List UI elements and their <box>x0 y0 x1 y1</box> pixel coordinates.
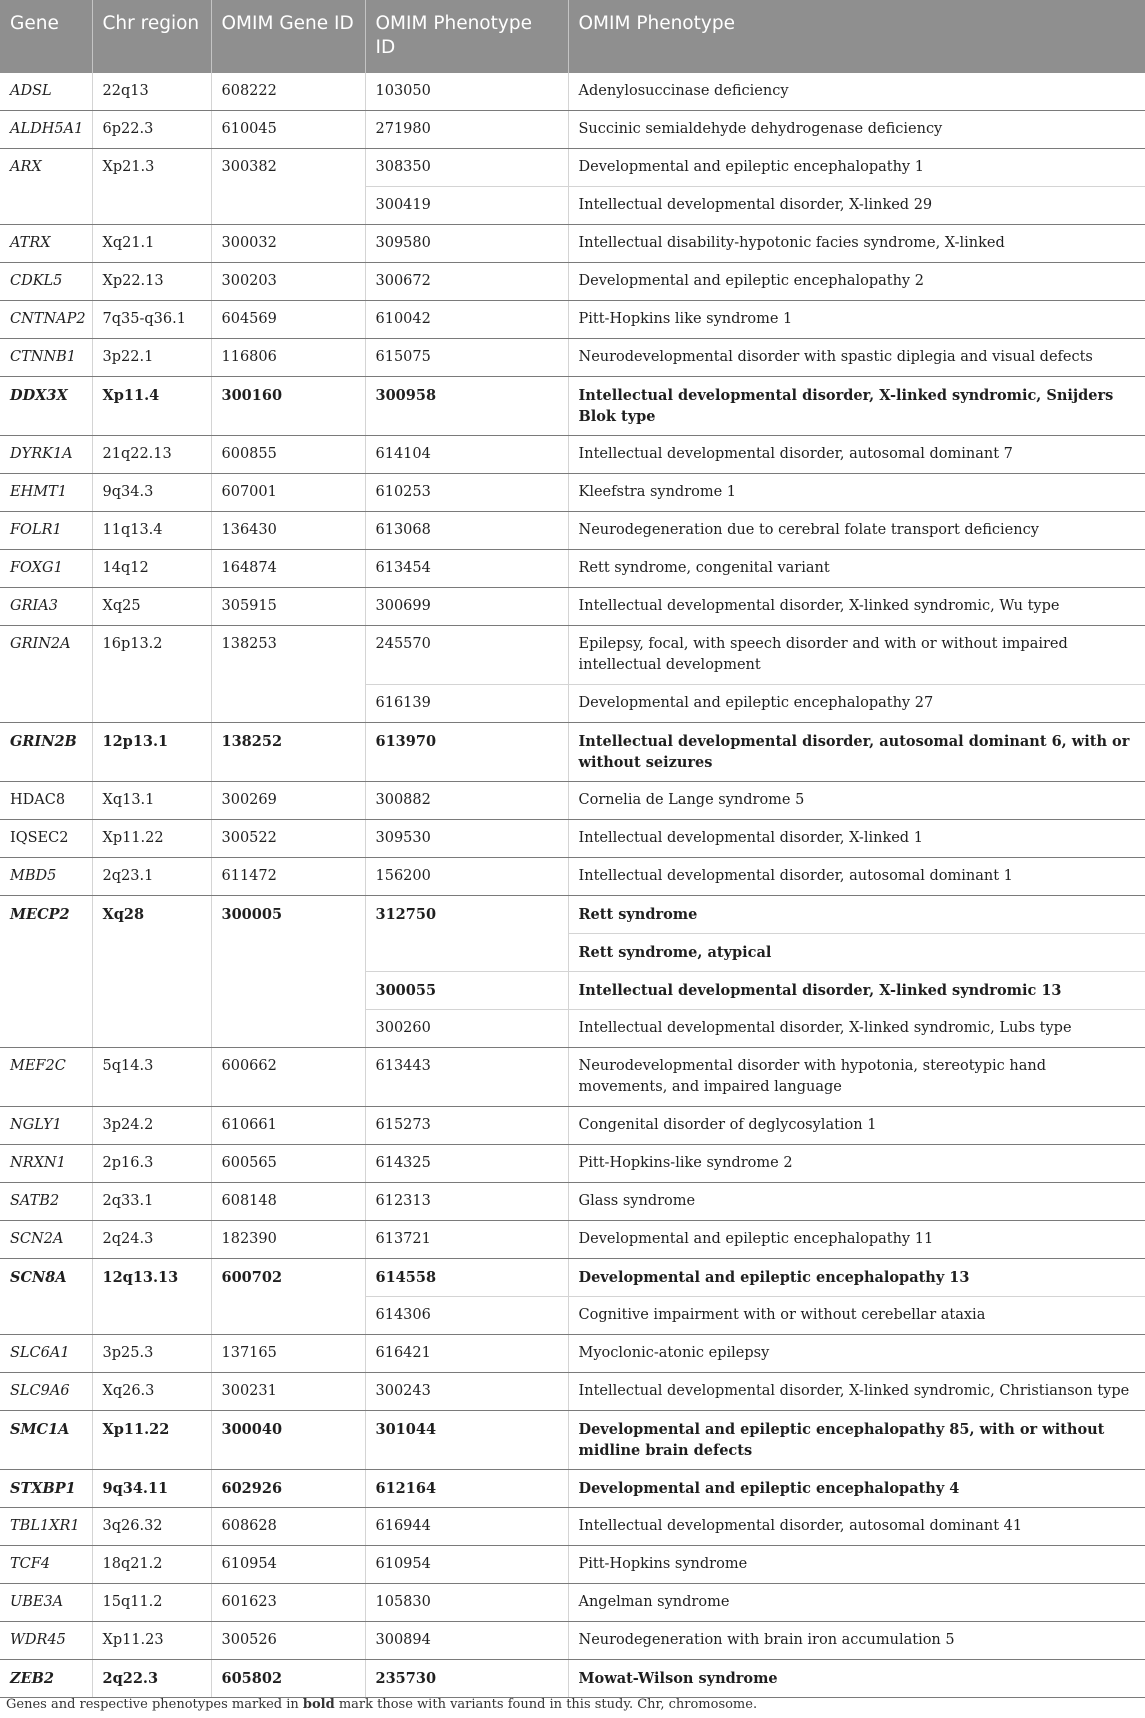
omim-phenotype-id-cell: 300419 <box>365 187 568 225</box>
header-row <box>0 0 1145 73</box>
omim-phenotype-cell: Mowat-Wilson syndrome <box>568 1660 1145 1698</box>
omim-gene-id-cell: 602926 <box>211 1470 365 1508</box>
omim-phenotype-id-cell: 616139 <box>365 685 568 723</box>
gene-cell: CTNNB1 <box>0 339 92 377</box>
table-row <box>0 1145 1145 1183</box>
chr-region-cell: 7q35-q36.1 <box>92 301 211 339</box>
table-header <box>0 0 1145 73</box>
table-row <box>0 436 1145 474</box>
gene-cell: NRXN1 <box>0 1145 92 1183</box>
omim-phenotype-cell: Developmental and epileptic encephalopathy 13 <box>568 1259 1145 1297</box>
table-row <box>0 1373 1145 1411</box>
omim-phenotype-id-cell: 156200 <box>365 858 568 896</box>
table-row <box>0 1107 1145 1145</box>
omim-phenotype-id-cell: 271980 <box>365 111 568 149</box>
omim-phenotype-cell: Neurodegeneration due to cerebral folate transport deficiency <box>568 512 1145 550</box>
table-row <box>0 1546 1145 1584</box>
omim-phenotype-cell: Pitt-Hopkins-like syndrome 2 <box>568 1145 1145 1183</box>
gene-cell: HDAC8 <box>0 782 92 820</box>
omim-gene-id-cell: 300040 <box>211 1411 365 1470</box>
omim-phenotype-id-cell: 614325 <box>365 1145 568 1183</box>
omim-gene-id-cell: 300160 <box>211 377 365 436</box>
omim-phenotype-id-cell: 615273 <box>365 1107 568 1145</box>
omim-phenotype-cell: Pitt-Hopkins syndrome <box>568 1546 1145 1584</box>
omim-phenotype-id-cell: 614306 <box>365 1297 568 1335</box>
gene-cell: ADSL <box>0 73 92 111</box>
chr-region-cell: 16p13.2 <box>92 626 211 723</box>
omim-gene-id-cell: 600702 <box>211 1259 365 1335</box>
table-row <box>0 723 1145 782</box>
chr-region-cell: 2q33.1 <box>92 1183 211 1221</box>
chr-region-cell: 2q24.3 <box>92 1221 211 1259</box>
table-row <box>0 1183 1145 1221</box>
table-row <box>0 1221 1145 1259</box>
table-row <box>0 111 1145 149</box>
omim-gene-id-cell: 136430 <box>211 512 365 550</box>
omim-gene-id-cell: 300203 <box>211 263 365 301</box>
gene-cell: DDX3X <box>0 377 92 436</box>
omim-phenotype-cell: Intellectual developmental disorder, autosomal dominant 7 <box>568 436 1145 474</box>
table-body <box>0 73 1145 1698</box>
gene-cell: CDKL5 <box>0 263 92 301</box>
omim-gene-id-cell: 164874 <box>211 550 365 588</box>
gene-cell: EHMT1 <box>0 474 92 512</box>
table-row <box>0 588 1145 626</box>
table-footnote <box>6 1697 757 1712</box>
header-omim-gene-id: OMIM Gene ID <box>211 0 365 73</box>
omim-phenotype-id-cell: 312750 <box>365 896 568 972</box>
table-row <box>0 1660 1145 1698</box>
footnote-bold: bold <box>302 1697 335 1712</box>
gene-cell: CNTNAP2 <box>0 301 92 339</box>
table-row <box>0 512 1145 550</box>
omim-phenotype-id-cell: 610042 <box>365 301 568 339</box>
omim-gene-id-cell: 305915 <box>211 588 365 626</box>
omim-gene-id-cell: 608148 <box>211 1183 365 1221</box>
omim-phenotype-cell: Intellectual developmental disorder, autosomal dominant 41 <box>568 1508 1145 1546</box>
chr-region-cell: Xp11.22 <box>92 1411 211 1470</box>
omim-phenotype-cell: Intellectual developmental disorder, X-linked syndromic, Christianson type <box>568 1373 1145 1411</box>
footnote-post: mark those with variants found in this study. Chr, chromosome. <box>334 1697 758 1712</box>
omim-gene-id-cell: 610045 <box>211 111 365 149</box>
gene-cell: IQSEC2 <box>0 820 92 858</box>
omim-phenotype-cell: Intellectual developmental disorder, X-linked syndromic 13 <box>568 972 1145 1010</box>
chr-region-cell: 3p22.1 <box>92 339 211 377</box>
chr-region-cell: 2q23.1 <box>92 858 211 896</box>
chr-region-cell: 2q22.3 <box>92 1660 211 1698</box>
omim-gene-id-cell: 138252 <box>211 723 365 782</box>
omim-phenotype-id-cell: 616421 <box>365 1335 568 1373</box>
omim-phenotype-id-cell: 613454 <box>365 550 568 588</box>
table-row <box>0 301 1145 339</box>
gene-cell: GRIN2A <box>0 626 92 723</box>
chr-region-cell: Xq26.3 <box>92 1373 211 1411</box>
omim-phenotype-cell: Intellectual developmental disorder, X-linked 1 <box>568 820 1145 858</box>
omim-phenotype-cell: Angelman syndrome <box>568 1584 1145 1622</box>
omim-phenotype-id-cell: 613721 <box>365 1221 568 1259</box>
omim-phenotype-cell: Intellectual developmental disorder, X-linked syndromic, Lubs type <box>568 1010 1145 1048</box>
chr-region-cell: 18q21.2 <box>92 1546 211 1584</box>
chr-region-cell: 15q11.2 <box>92 1584 211 1622</box>
chr-region-cell: Xp11.23 <box>92 1622 211 1660</box>
gene-cell: FOLR1 <box>0 512 92 550</box>
omim-phenotype-id-cell: 309530 <box>365 820 568 858</box>
omim-phenotype-cell: Adenylosuccinase deficiency <box>568 73 1145 111</box>
omim-phenotype-cell: Rett syndrome, atypical <box>568 934 1145 972</box>
footnote-pre: Genes and respective phenotypes marked in <box>6 1697 303 1712</box>
table-row <box>0 339 1145 377</box>
omim-phenotype-cell: Neurodevelopmental disorder with spastic diplegia and visual defects <box>568 339 1145 377</box>
gene-cell: SLC9A6 <box>0 1373 92 1411</box>
gene-cell: TCF4 <box>0 1546 92 1584</box>
omim-phenotype-id-cell: 300243 <box>365 1373 568 1411</box>
gene-cell: ARX <box>0 149 92 225</box>
table-row <box>0 474 1145 512</box>
omim-gene-id-cell: 604569 <box>211 301 365 339</box>
omim-gene-id-cell: 300382 <box>211 149 365 225</box>
omim-phenotype-id-cell: 614104 <box>365 436 568 474</box>
omim-phenotype-id-cell: 615075 <box>365 339 568 377</box>
gene-cell: MECP2 <box>0 896 92 1048</box>
gene-cell: GRIN2B <box>0 723 92 782</box>
omim-gene-id-cell: 607001 <box>211 474 365 512</box>
omim-gene-id-cell: 300269 <box>211 782 365 820</box>
omim-phenotype-cell: Developmental and epileptic encephalopathy 85, with or without midline brain defects <box>568 1411 1145 1470</box>
chr-region-cell: 6p22.3 <box>92 111 211 149</box>
gene-cell: SCN2A <box>0 1221 92 1259</box>
table-row <box>0 820 1145 858</box>
chr-region-cell: 14q12 <box>92 550 211 588</box>
omim-phenotype-cell: Pitt-Hopkins like syndrome 1 <box>568 301 1145 339</box>
gene-cell: ALDH5A1 <box>0 111 92 149</box>
omim-phenotype-id-cell: 300958 <box>365 377 568 436</box>
header-gene: Gene <box>0 0 92 73</box>
omim-gene-id-cell: 182390 <box>211 1221 365 1259</box>
omim-phenotype-id-cell: 613970 <box>365 723 568 782</box>
omim-gene-id-cell: 300231 <box>211 1373 365 1411</box>
omim-phenotype-cell: Developmental and epileptic encephalopathy 11 <box>568 1221 1145 1259</box>
table-row <box>0 73 1145 111</box>
omim-gene-id-cell: 300005 <box>211 896 365 1048</box>
gene-cell: ZEB2 <box>0 1660 92 1698</box>
omim-gene-id-cell: 138253 <box>211 626 365 723</box>
chr-region-cell: Xq13.1 <box>92 782 211 820</box>
omim-phenotype-cell: Cognitive impairment with or without cerebellar ataxia <box>568 1297 1145 1335</box>
table-row <box>0 225 1145 263</box>
table-row <box>0 1622 1145 1660</box>
table-row <box>0 377 1145 436</box>
chr-region-cell: Xp11.4 <box>92 377 211 436</box>
omim-phenotype-id-cell: 245570 <box>365 626 568 685</box>
chr-region-cell: 3p25.3 <box>92 1335 211 1373</box>
omim-gene-id-cell: 300526 <box>211 1622 365 1660</box>
chr-region-cell: 3q26.32 <box>92 1508 211 1546</box>
omim-phenotype-cell: Intellectual developmental disorder, X-linked syndromic, Snijders Blok type <box>568 377 1145 436</box>
omim-gene-id-cell: 300032 <box>211 225 365 263</box>
header-chr-region: Chr region <box>92 0 211 73</box>
chr-region-cell: 9q34.11 <box>92 1470 211 1508</box>
omim-phenotype-id-cell: 300699 <box>365 588 568 626</box>
omim-phenotype-id-cell: 612313 <box>365 1183 568 1221</box>
chr-region-cell: 22q13 <box>92 73 211 111</box>
omim-gene-id-cell: 116806 <box>211 339 365 377</box>
gene-cell: MBD5 <box>0 858 92 896</box>
omim-phenotype-cell: Kleefstra syndrome 1 <box>568 474 1145 512</box>
chr-region-cell: Xq25 <box>92 588 211 626</box>
omim-phenotype-id-cell: 613443 <box>365 1048 568 1107</box>
gene-cell: DYRK1A <box>0 436 92 474</box>
gene-cell: NGLY1 <box>0 1107 92 1145</box>
gene-cell: SLC6A1 <box>0 1335 92 1373</box>
omim-phenotype-cell: Developmental and epileptic encephalopathy 2 <box>568 263 1145 301</box>
table-row <box>0 626 1145 685</box>
omim-phenotype-id-cell: 614558 <box>365 1259 568 1297</box>
omim-phenotype-cell: Congenital disorder of deglycosylation 1 <box>568 1107 1145 1145</box>
table-row <box>0 858 1145 896</box>
omim-phenotype-id-cell: 235730 <box>365 1660 568 1698</box>
table-row <box>0 1584 1145 1622</box>
table-row <box>0 1470 1145 1508</box>
gene-cell: SCN8A <box>0 1259 92 1335</box>
omim-gene-id-cell: 600855 <box>211 436 365 474</box>
omim-phenotype-cell: Myoclonic-atonic epilepsy <box>568 1335 1145 1373</box>
header-omim-phenotype: OMIM Phenotype <box>568 0 1145 73</box>
gene-cell: UBE3A <box>0 1584 92 1622</box>
omim-phenotype-cell: Intellectual developmental disorder, X-linked 29 <box>568 187 1145 225</box>
chr-region-cell: Xq28 <box>92 896 211 1048</box>
omim-phenotype-cell: Neurodevelopmental disorder with hypotonia, stereotypic hand movements, and impaired language <box>568 1048 1145 1107</box>
table-row <box>0 1048 1145 1107</box>
gene-cell: STXBP1 <box>0 1470 92 1508</box>
table-row <box>0 1508 1145 1546</box>
gene-cell: WDR45 <box>0 1622 92 1660</box>
chr-region-cell: Xp21.3 <box>92 149 211 225</box>
omim-gene-id-cell: 608628 <box>211 1508 365 1546</box>
omim-phenotype-id-cell: 613068 <box>365 512 568 550</box>
omim-phenotype-cell: Epilepsy, focal, with speech disorder and with or without impaired intellectual development <box>568 626 1145 685</box>
omim-phenotype-id-cell: 612164 <box>365 1470 568 1508</box>
gene-cell: SMC1A <box>0 1411 92 1470</box>
omim-gene-id-cell: 610954 <box>211 1546 365 1584</box>
omim-phenotype-cell: Cornelia de Lange syndrome 5 <box>568 782 1145 820</box>
omim-phenotype-id-cell: 616944 <box>365 1508 568 1546</box>
table-row <box>0 263 1145 301</box>
table-row <box>0 782 1145 820</box>
chr-region-cell: 9q34.3 <box>92 474 211 512</box>
gene-cell: TBL1XR1 <box>0 1508 92 1546</box>
chr-region-cell: Xp11.22 <box>92 820 211 858</box>
omim-phenotype-cell: Intellectual developmental disorder, X-linked syndromic, Wu type <box>568 588 1145 626</box>
omim-phenotype-id-cell: 300894 <box>365 1622 568 1660</box>
omim-gene-id-cell: 610661 <box>211 1107 365 1145</box>
table-row <box>0 896 1145 934</box>
gene-cell: GRIA3 <box>0 588 92 626</box>
omim-phenotype-cell: Rett syndrome <box>568 896 1145 934</box>
omim-gene-id-cell: 608222 <box>211 73 365 111</box>
table-row <box>0 1335 1145 1373</box>
omim-gene-id-cell: 605802 <box>211 1660 365 1698</box>
chr-region-cell: 12p13.1 <box>92 723 211 782</box>
omim-gene-id-cell: 600565 <box>211 1145 365 1183</box>
omim-phenotype-id-cell: 300672 <box>365 263 568 301</box>
omim-phenotype-id-cell: 300882 <box>365 782 568 820</box>
chr-region-cell: 5q14.3 <box>92 1048 211 1107</box>
header-omim-phenotype-id: OMIM Phenotype ID <box>365 0 568 73</box>
omim-phenotype-cell: Succinic semialdehyde dehydrogenase deficiency <box>568 111 1145 149</box>
omim-phenotype-cell: Glass syndrome <box>568 1183 1145 1221</box>
omim-phenotype-id-cell: 309580 <box>365 225 568 263</box>
omim-phenotype-id-cell: 308350 <box>365 149 568 187</box>
gene-cell: SATB2 <box>0 1183 92 1221</box>
omim-gene-id-cell: 611472 <box>211 858 365 896</box>
omim-gene-id-cell: 137165 <box>211 1335 365 1373</box>
omim-phenotype-id-cell: 105830 <box>365 1584 568 1622</box>
chr-region-cell: 2p16.3 <box>92 1145 211 1183</box>
chr-region-cell: 11q13.4 <box>92 512 211 550</box>
omim-phenotype-cell: Neurodegeneration with brain iron accumulation 5 <box>568 1622 1145 1660</box>
table-row <box>0 1259 1145 1297</box>
gene-cell: MEF2C <box>0 1048 92 1107</box>
omim-phenotype-cell: Intellectual disability-hypotonic facies syndrome, X-linked <box>568 225 1145 263</box>
chr-region-cell: Xq21.1 <box>92 225 211 263</box>
table-row <box>0 1411 1145 1470</box>
omim-gene-id-cell: 600662 <box>211 1048 365 1107</box>
table-row <box>0 550 1145 588</box>
omim-phenotype-id-cell: 610253 <box>365 474 568 512</box>
chr-region-cell: Xp22.13 <box>92 263 211 301</box>
omim-phenotype-id-cell: 301044 <box>365 1411 568 1470</box>
chr-region-cell: 21q22.13 <box>92 436 211 474</box>
gene-cell: ATRX <box>0 225 92 263</box>
omim-phenotype-cell: Developmental and epileptic encephalopathy 27 <box>568 685 1145 723</box>
omim-gene-id-cell: 601623 <box>211 1584 365 1622</box>
chr-region-cell: 12q13.13 <box>92 1259 211 1335</box>
omim-phenotype-cell: Rett syndrome, congenital variant <box>568 550 1145 588</box>
omim-phenotype-id-cell: 103050 <box>365 73 568 111</box>
chr-region-cell: 3p24.2 <box>92 1107 211 1145</box>
omim-phenotype-cell: Developmental and epileptic encephalopathy 4 <box>568 1470 1145 1508</box>
omim-phenotype-cell: Intellectual developmental disorder, autosomal dominant 6, with or without seizures <box>568 723 1145 782</box>
omim-phenotype-id-cell: 300260 <box>365 1010 568 1048</box>
omim-phenotype-cell: Developmental and epileptic encephalopathy 1 <box>568 149 1145 187</box>
gene-cell: FOXG1 <box>0 550 92 588</box>
omim-phenotype-id-cell: 610954 <box>365 1546 568 1584</box>
omim-gene-id-cell: 300522 <box>211 820 365 858</box>
table-row <box>0 149 1145 187</box>
omim-phenotype-id-cell: 300055 <box>365 972 568 1010</box>
omim-phenotype-cell: Intellectual developmental disorder, autosomal dominant 1 <box>568 858 1145 896</box>
